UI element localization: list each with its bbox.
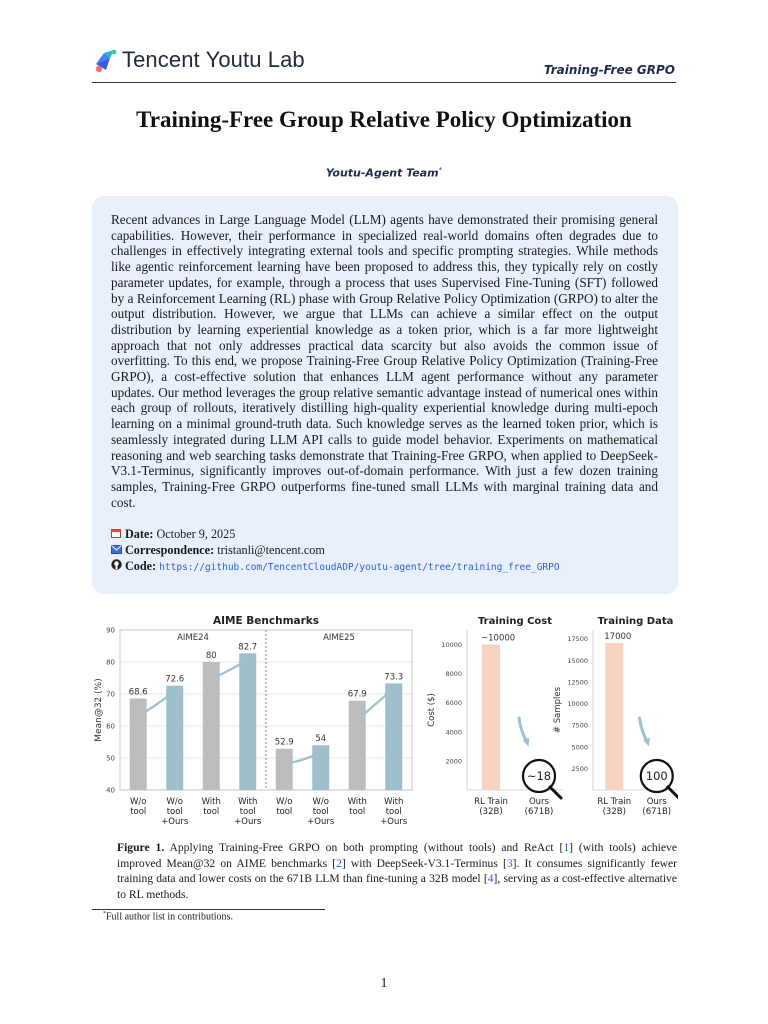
caption-text: ]. It consumes significantly fewer training data and lower costs on the 671B LLM than fine-tuning a 32B model [: [117, 856, 677, 886]
caption-text: ], serving as a cost-effective alternative to RL methods.: [117, 872, 677, 901]
training-cost-chart: [427, 616, 563, 817]
y-axis-label: # Samples: [553, 686, 563, 734]
data-label: ~10000: [481, 633, 516, 644]
magnifier-handle: [668, 787, 678, 798]
group-label: AIME24: [177, 633, 209, 643]
y-tick-label: 5000: [571, 743, 588, 752]
x-tick-label: tool: [239, 807, 256, 817]
code-link[interactable]: https://github.com/TencentCloudADP/youtu-agent/tree/training_free_GRPO: [159, 562, 560, 573]
x-tick-label: tool: [130, 807, 147, 817]
bar: [239, 653, 256, 790]
bar: [166, 686, 183, 790]
running-title: Training-Free GRPO: [543, 63, 675, 77]
x-tick-label: (32B): [479, 807, 503, 817]
y-tick-label: 60: [106, 722, 115, 731]
x-tick-label: With: [238, 797, 258, 807]
author-line: [0, 166, 768, 180]
x-tick-label: tool: [166, 807, 183, 817]
data-label: 52.9: [274, 737, 294, 748]
x-tick-label: (671B): [524, 807, 554, 817]
y-tick-label: 6000: [445, 699, 462, 708]
date-label: Date:: [125, 527, 154, 541]
y-tick-label: 17500: [567, 635, 588, 644]
chart-title: AIME Benchmarks: [212, 615, 320, 627]
correspondence-label: Correspondence:: [125, 543, 215, 557]
x-tick-label: tool: [203, 807, 220, 817]
x-tick-label: tool: [276, 807, 293, 817]
footnote-mark: *: [103, 911, 106, 917]
x-tick-label: +Ours: [234, 817, 262, 827]
citation-link[interactable]: 4: [487, 872, 494, 886]
caption-text: ] (with tools) achieve improved Mean@32 on AIME benchmarks [: [117, 841, 677, 870]
x-tick-label: +Ours: [380, 817, 408, 827]
footnote: [103, 911, 233, 922]
author-name: Youtu-Agent Team: [325, 166, 439, 180]
data-label: ~18: [526, 769, 552, 783]
caption-text: ] with DeepSeek-V3.1-Terminus [: [341, 856, 507, 870]
bar: [276, 749, 293, 790]
footnote-divider: [92, 909, 325, 910]
footnote-text: Full author list in contributions.: [106, 911, 233, 923]
y-tick-label: 80: [106, 658, 115, 667]
x-tick-label: W/o: [130, 797, 147, 807]
y-tick-label: 50: [106, 754, 115, 763]
x-tick-label: +Ours: [307, 817, 335, 827]
x-tick-label: W/o: [276, 797, 293, 807]
date-value: October 9, 2025: [156, 527, 236, 541]
data-label: 100: [645, 769, 668, 783]
improvement-arrow: [640, 718, 648, 742]
x-tick-label: (671B): [642, 807, 672, 817]
lab-name: Tencent Youtu Lab: [122, 47, 305, 72]
y-tick-label: 7500: [571, 721, 588, 730]
improvement-arrow: [290, 755, 315, 763]
x-tick-label: RL Train: [474, 797, 508, 807]
data-label: 68.6: [128, 687, 148, 698]
caption-label: Figure 1.: [117, 841, 165, 854]
y-tick-label: 10000: [441, 641, 462, 650]
tencent-youtu-logo-icon: [90, 44, 124, 78]
data-label: 67.9: [347, 689, 367, 700]
y-tick-label: 40: [106, 786, 115, 795]
x-tick-label: With: [201, 797, 221, 807]
bar: [385, 683, 402, 790]
bar: [605, 643, 623, 790]
paper-title: Training-Free Group Relative Policy Optimization: [136, 107, 632, 132]
calendar-icon: [111, 528, 122, 541]
author-footnote-mark: *: [438, 166, 443, 174]
x-tick-label: tool: [312, 807, 329, 817]
chart-title: Training Cost: [477, 616, 553, 627]
improvement-arrow: [217, 663, 242, 676]
bar: [203, 662, 220, 790]
x-tick-label: +Ours: [161, 817, 189, 827]
code-label: Code:: [125, 559, 157, 573]
figure-caption: [117, 840, 677, 902]
y-tick-label: 8000: [445, 670, 462, 679]
x-tick-label: W/o: [166, 797, 183, 807]
data-label: 82.7: [238, 642, 258, 653]
training-data-chart: [553, 616, 678, 817]
x-tick-label: W/o: [312, 797, 329, 807]
y-tick-label: 70: [106, 690, 115, 699]
data-label: 17000: [604, 631, 632, 642]
header-divider: [92, 82, 676, 83]
y-axis-label: Cost ($): [427, 693, 437, 727]
improvement-arrow: [519, 718, 527, 742]
data-label: 72.6: [165, 674, 185, 685]
y-axis-label: Mean@32 (%): [94, 678, 104, 742]
caption-text: Applying Training-Free GRPO on both prompting (without tools) and ReAct [: [164, 841, 564, 854]
code-line: [111, 559, 560, 574]
aime-benchmarks-chart: [94, 615, 412, 827]
citation-link[interactable]: 1: [563, 841, 570, 854]
y-tick-label: 12500: [567, 678, 588, 687]
y-tick-label: 4000: [445, 728, 462, 737]
x-tick-label: With: [347, 797, 367, 807]
correspondence-line: [111, 543, 325, 558]
x-tick-label: tool: [349, 807, 366, 817]
y-tick-label: 15000: [567, 656, 588, 665]
date-line: [111, 527, 235, 542]
improvement-arrowhead: [523, 738, 530, 747]
x-tick-label: Ours: [528, 797, 550, 807]
envelope-icon: [111, 545, 122, 557]
data-label: 54: [315, 734, 327, 745]
bar: [312, 745, 329, 790]
y-tick-label: 2000: [445, 757, 462, 766]
improvement-arrowhead: [643, 738, 650, 747]
abstract-text: Recent advances in Large Language Model (LLM) agents have demonstrated their promising general capabilities. However, their performance in specialized real-world domains often degrades due to challenges in effectively integrating external tools and specific prompting strategies. While methods like agentic reinforcement learning have been proposed to address this, they typically rely on costly parameter updates, for example, through a process that uses Supervised Fine-Tuning (SFT) followed by a Reinforcement Learning (RL) phase with Group Relative Policy Optimization (GRPO) to alter the output distribution. However, we argue that LLMs can achieve a similar effect on the output distribution by learning experiential knowledge as a token prior, which is a far more lightweight approach that not only addresses practical data scarcity but also avoids the common issue of overfitting. To this end, we propose Training-Free Group Relative Policy Optimization (Training-Free GRPO), a cost-effective solution that enhances LLM agent performance without any parameter updates. Our method leverages the group relative semantic advantage instead of numerical ones within each group of rollouts, iteratively distilling high-quality experiential knowledge during multi-epoch learning on a minimal ground-truth data. Such knowledge serves as the learned token prior, which is seamlessly integrated during LLM API calls to guide model behavior. Experiments on mathematical reasoning and web searching tasks demonstrate that Training-Free GRPO, when applied to DeepSeek-V3.1-Terminus, significantly improves out-of-domain performance. With just a few dozen training samples, Training-Free GRPO outperforms fine-tuned small LLMs with marginal training data and cost.: [111, 212, 658, 510]
data-label: 73.3: [384, 672, 404, 683]
chart-title: Training Data: [597, 616, 674, 627]
improvement-arrow: [144, 696, 169, 713]
x-tick-label: tool: [385, 807, 402, 817]
page-number: 1: [380, 976, 388, 991]
github-icon: [111, 559, 122, 573]
data-label: 80: [205, 651, 217, 661]
x-tick-label: RL Train: [597, 797, 632, 807]
x-tick-label: Ours: [646, 797, 667, 807]
x-tick-label: With: [384, 797, 404, 807]
improvement-arrow: [363, 693, 388, 714]
citation-link[interactable]: 2: [336, 856, 342, 870]
bar: [482, 645, 500, 790]
y-tick-label: 90: [106, 626, 115, 635]
citation-link[interactable]: 3: [506, 856, 513, 870]
y-tick-label: 10000: [567, 700, 588, 709]
figure-1-charts: [90, 610, 678, 840]
group-label: AIME25: [323, 633, 355, 643]
y-tick-label: 2500: [571, 764, 588, 773]
magnifier-handle: [550, 787, 561, 798]
x-tick-label: (32B): [602, 807, 626, 817]
correspondence-value[interactable]: tristanli@tencent.com: [217, 543, 325, 557]
